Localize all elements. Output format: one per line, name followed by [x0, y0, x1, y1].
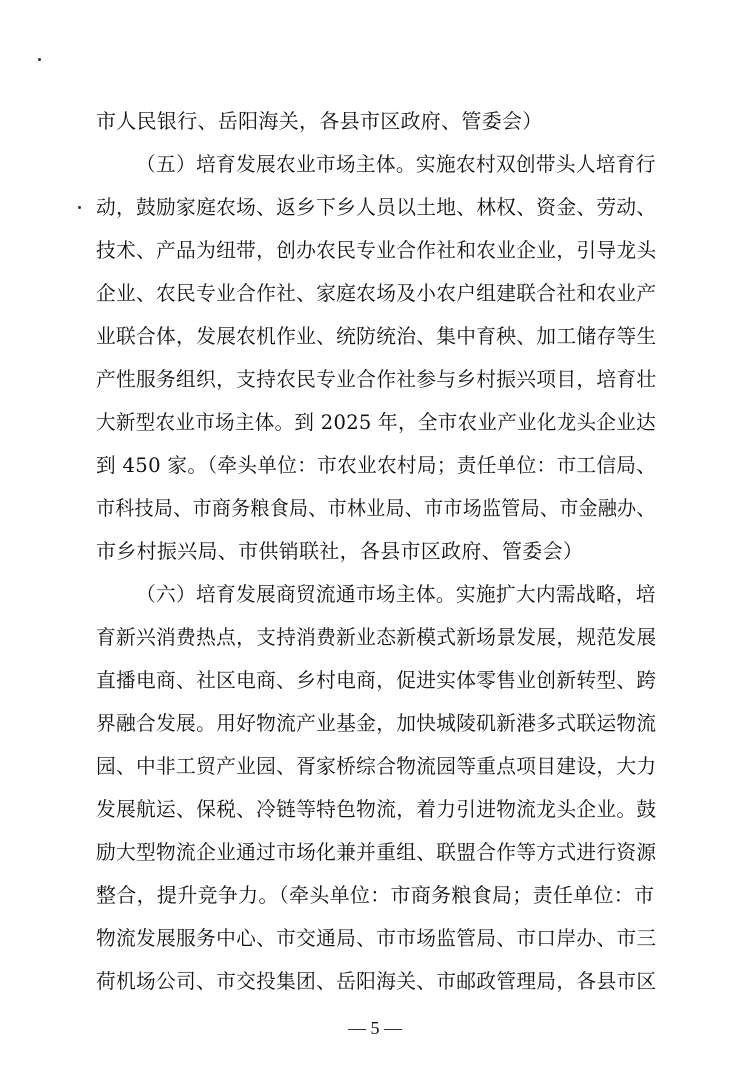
text-line: 荷机场公司、市交投集团、岳阳海关、市邮政管理局，各县市区 [96, 969, 657, 993]
text-line: 市人民银行、岳阳海关，各县市区政府、管委会） [96, 109, 543, 133]
text-line: 市科技局、市商务粮食局、市林业局、市市场监管局、市金融办、 [96, 496, 656, 520]
text-line: 整合，提升竞争力。（牵头单位：市商务粮食局；责任单位：市 [96, 883, 655, 907]
page-number: — 5 — [348, 1018, 402, 1038]
section-heading-line: （五）培育发展农业市场主体。实施农村双创带头人培育行 [136, 152, 656, 176]
section-heading-line: （六）培育发展商贸流通市场主体。实施扩大内需战略，培 [136, 582, 656, 606]
text-line: 育新兴消费热点，支持消费新业态新模式新场景发展，规范发展 [96, 625, 657, 649]
text-line: 技术、产品为纽带，创办农民专业合作社和农业企业，引导龙头 [96, 238, 657, 262]
text-line: 业联合体，发展农机作业、统防统治、集中育秧、加工储存等生 [96, 324, 657, 348]
text-line: 到 450 家。（牵头单位：市农业农村局；责任单位：市工信局、 [96, 453, 657, 477]
scan-speck [78, 206, 81, 209]
text-line: 市乡村振兴局、市供销联社，各县市区政府、管委会） [96, 539, 584, 563]
text-line: 直播电商、社区电商、乡村电商，促进实体零售业创新转型、跨 [96, 668, 657, 692]
text-line: 大新型农业市场主体。到 2025 年，全市农业产业化龙头企业达 [96, 410, 656, 434]
text-line: 物流发展服务中心、市交通局、市市场监管局、市口岸办、市三 [96, 926, 657, 950]
text-line: 发展航运、保税、冷链等特色物流，着力引进物流龙头企业。鼓 [96, 797, 657, 821]
text-line: 园、中非工贸产业园、胥家桥综合物流园等重点项目建设，大力 [96, 754, 657, 778]
text-line: 界融合发展。用好物流产业基金，加快城陵矶新港多式联运物流 [96, 711, 657, 735]
text-line: 励大型物流企业通过市场化兼并重组、联盟合作等方式进行资源 [96, 840, 657, 864]
scan-speck [38, 58, 41, 61]
text-line: 动，鼓励家庭农场、返乡下乡人员以土地、林权、资金、劳动、 [96, 195, 657, 219]
text-line: 产性服务组织，支持农民专业合作社参与乡村振兴项目，培育壮 [96, 367, 657, 391]
text-line: 企业、农民专业合作社、家庭农场及小农户组建联合社和农业产 [96, 281, 657, 305]
